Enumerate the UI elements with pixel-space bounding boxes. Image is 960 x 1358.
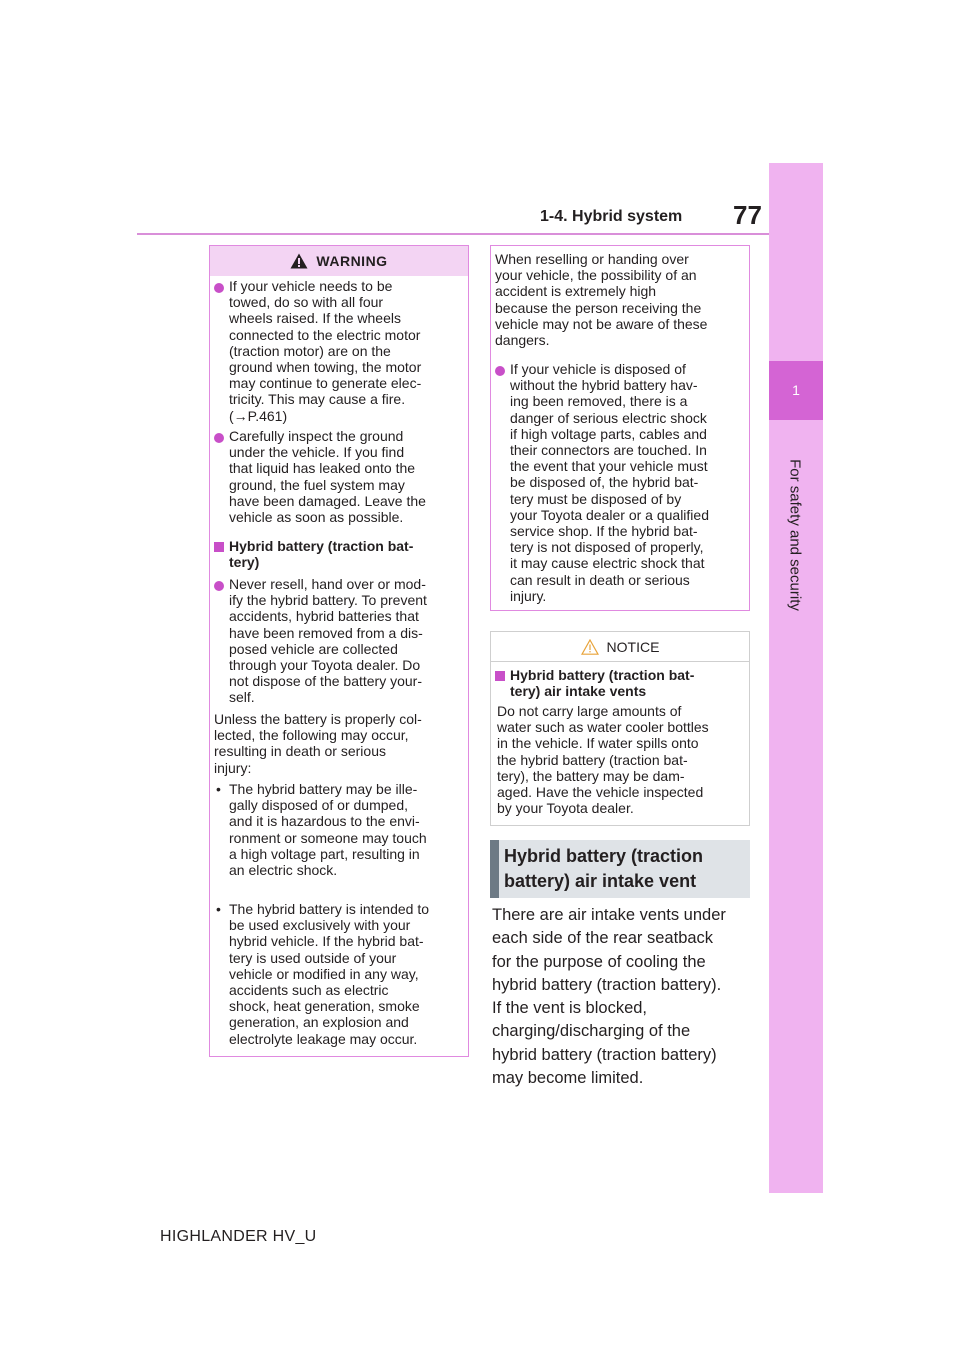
text-line: be disposed of, the hybrid bat- (510, 474, 699, 491)
text-line: in the vehicle. If water spills onto (497, 735, 699, 752)
text-line: If the vent is blocked, (492, 999, 648, 1018)
continued-bullet (495, 361, 747, 611)
text-line: ground when towing, the motor (229, 359, 422, 376)
text-line: tery) (229, 554, 260, 571)
text-line: lected, the following may occur, (214, 727, 409, 744)
section-body-text (492, 904, 754, 1090)
text-line: Do not carry large amounts of (497, 703, 682, 719)
text-line: each side of the rear seatback (492, 929, 714, 948)
warning-content (212, 278, 468, 1051)
text-line: their connectors are touched. In (510, 442, 707, 459)
dash-text (229, 781, 427, 878)
text-line: ground, the fuel system may (229, 476, 405, 493)
footer-model: HIGHLANDER HV_U (160, 1228, 317, 1245)
text-line: tery) air intake vents (510, 683, 647, 700)
text-line: your vehicle, the possibility of an (495, 267, 697, 284)
text-line: towed, do so with all four (229, 294, 384, 311)
paragraph-text (214, 711, 422, 776)
text-line: danger of serious electric shock (510, 409, 707, 426)
paragraph-text (495, 251, 707, 348)
subheading-square (495, 671, 505, 681)
text-line: accident is extremely high (495, 283, 657, 300)
warning-header (210, 246, 468, 276)
text-line: be used exclusively with your (229, 917, 411, 934)
notice-subheading (493, 667, 747, 703)
chapter-number: 1 (769, 361, 823, 420)
text-line: There are air intake vents under (492, 906, 726, 924)
warning-dash-exclusive (212, 901, 468, 1051)
text-line: If your vehicle needs to be (229, 278, 393, 294)
text-line: (→P.461) (229, 407, 288, 424)
bullet-text (510, 361, 709, 604)
subheading-square (214, 542, 224, 552)
text-line: your Toyota dealer or a qualified (510, 506, 709, 523)
text-line: injury: (214, 759, 252, 776)
bullet-dot (214, 433, 224, 443)
section-title: 1-4. Hybrid system (540, 208, 683, 225)
text-line: without the hybrid battery hav- (510, 377, 698, 394)
text-line: hybrid battery (traction battery). (492, 975, 722, 994)
notice-paragraph (493, 703, 747, 823)
text-line: hybrid battery (traction battery) (492, 1045, 717, 1064)
warning-dash-disposal (212, 781, 468, 901)
section-heading-text (504, 844, 703, 894)
warning-continued-content (495, 251, 747, 611)
text-line: tery must be disposed of by (510, 490, 682, 507)
text-line: it may cause electric shock that (510, 555, 705, 572)
text-line: vehicle or modified in any way, (229, 965, 419, 982)
dash-text (229, 901, 429, 1047)
text-line: Hybrid battery (traction (504, 846, 704, 866)
notice-title: NOTICE (606, 638, 660, 655)
text-line: have been removed from a dis- (229, 624, 423, 641)
text-line: an electric shock. (229, 862, 338, 879)
text-line: Never resell, hand over or mod- (229, 576, 426, 592)
text-line: the event that your vehicle must (510, 458, 708, 475)
warning-bullet-resell (212, 576, 468, 711)
text-line: through your Toyota dealer. Do (229, 657, 421, 674)
text-line: Unless the battery is properly col- (214, 711, 422, 727)
text-line: by your Toyota dealer. (497, 800, 634, 817)
text-line: Hybrid battery (traction bat- (229, 538, 414, 554)
bullet-text (229, 576, 427, 706)
text-line: (traction motor) are on the (229, 342, 391, 359)
section-heading (490, 840, 750, 898)
text-line: dangers. (495, 332, 550, 349)
bullet-text (229, 278, 421, 424)
text-line: service shop. If the hybrid bat- (510, 523, 698, 540)
text-line: vehicle may not be aware of these (495, 315, 708, 332)
chapter-title-text: For safety and security (786, 459, 804, 611)
text-line: water such as water cooler bottles (497, 719, 709, 736)
dash-marker: • (216, 901, 221, 917)
text-line: resulting in death or serious (214, 743, 386, 760)
warning-subheading (212, 538, 468, 576)
notice-content (493, 667, 747, 823)
chapter-tab (769, 163, 823, 1193)
text-line: Hybrid battery (traction bat- (510, 667, 695, 683)
text-line: that liquid has leaked onto the (229, 460, 416, 477)
text-line: tery is not disposed of properly, (510, 539, 704, 556)
text-line: hybrid vehicle. If the hybrid bat- (229, 933, 424, 950)
text-line: tery), the battery may be dam- (497, 767, 685, 784)
text-line: generation, an explosion and (229, 1014, 409, 1031)
text-line: electrolyte leakage may occur. (229, 1030, 418, 1047)
text-line: The hybrid battery is intended to (229, 901, 430, 917)
text-line: ronment or someone may touch (229, 829, 427, 846)
text-line: the hybrid battery (traction bat- (497, 751, 688, 768)
text-line: The hybrid battery may be ille- (229, 781, 418, 797)
text-line: self. (229, 689, 255, 706)
continued-paragraph (495, 251, 747, 361)
text-line: injury. (510, 587, 547, 604)
text-line: tery is used outside of your (229, 949, 397, 966)
header-rule (137, 233, 769, 235)
text-line: accidents such as electric (229, 982, 389, 999)
section-heading-bar (490, 840, 499, 898)
subheading-text (229, 538, 413, 570)
page-number: 77 (733, 200, 762, 230)
bullet-dot (214, 581, 224, 591)
bullet-text (229, 428, 426, 525)
text-line: tricity. This may cause a fire. (229, 391, 406, 408)
text-line: for the purpose of cooling the (492, 952, 706, 971)
text-line: posed vehicle are collected (229, 640, 398, 657)
text-line: wheels raised. If the wheels (229, 310, 401, 327)
warning-bullet-towing (212, 278, 468, 428)
paragraph-text (497, 703, 709, 816)
text-line: have been damaged. Leave the (229, 492, 426, 509)
text-line: battery) air intake vent (504, 871, 697, 891)
text-line: accidents, hybrid batteries that (229, 608, 419, 625)
warning-title: WARNING (316, 253, 388, 269)
text-line: vehicle as soon as possible. (229, 509, 404, 526)
text-line: may continue to generate elec- (229, 375, 422, 392)
text-line: may become limited. (492, 1069, 644, 1088)
text-line: gally disposed of or dumped, (229, 797, 408, 814)
text-line: When reselling or handing over (495, 251, 689, 267)
text-line: charging/discharging of the (492, 1022, 691, 1041)
text-line: shock, heat generation, smoke (229, 998, 420, 1015)
text-line: can result in death or serious (510, 571, 690, 588)
bullet-dot (495, 366, 505, 376)
text-line: if high voltage parts, cables and (510, 425, 707, 442)
caution-triangle-icon (581, 639, 599, 655)
notice-header (491, 632, 749, 662)
warning-bullet-inspect (212, 428, 468, 538)
subheading-text (510, 667, 694, 699)
warning-paragraph (212, 711, 468, 781)
text-line: Carefully inspect the ground (229, 428, 404, 444)
text-line: aged. Have the vehicle inspected (497, 784, 704, 801)
text-line: under the vehicle. If you find (229, 444, 405, 461)
dash-marker: • (216, 781, 221, 797)
text-line: not dispose of the battery your- (229, 673, 422, 690)
text-line: connected to the electric motor (229, 326, 421, 343)
text-line: If your vehicle is disposed of (510, 361, 686, 377)
text-line: ing been removed, there is a (510, 393, 688, 410)
chapter-title (782, 430, 808, 640)
text-line: a high voltage part, resulting in (229, 845, 420, 862)
warning-triangle-icon (290, 253, 308, 269)
bullet-dot (214, 283, 224, 293)
text-line: and it is hazardous to the envi- (229, 813, 420, 830)
text-line: because the person receiving the (495, 299, 702, 316)
text-line: ify the hybrid battery. To prevent (229, 592, 427, 609)
